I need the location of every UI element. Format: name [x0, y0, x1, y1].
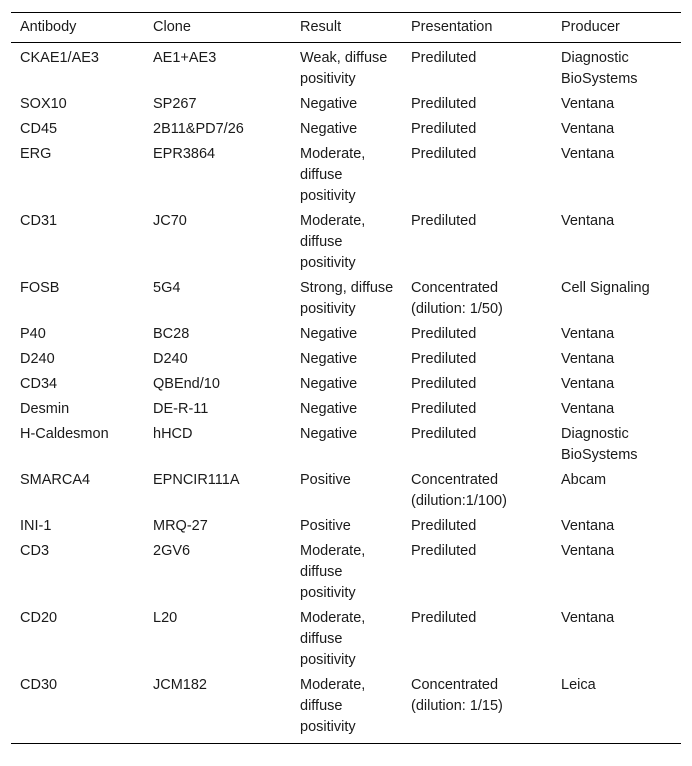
cell-result: Negative [300, 96, 358, 112]
table-row [11, 322, 681, 347]
cell-presentation: Concentrated (dilution: 1/50) [411, 280, 503, 317]
header-producer: Producer [561, 19, 620, 35]
cell-producer: Leica [561, 677, 596, 693]
cell-result: Negative [300, 376, 358, 392]
cell-clone: BC28 [153, 326, 190, 342]
table-row [11, 347, 681, 372]
cell-producer: Cell Signaling [561, 280, 650, 296]
cell-producer: Diagnostic BioSystems [561, 426, 638, 463]
cell-clone: JCM182 [153, 677, 207, 693]
table-row [11, 514, 681, 539]
cell-clone: hHCD [153, 426, 193, 442]
cell-antibody: SMARCA4 [20, 472, 91, 488]
cell-presentation: Prediluted [411, 121, 477, 137]
cell-clone: 5G4 [153, 280, 181, 296]
cell-presentation: Prediluted [411, 146, 477, 162]
cell-producer: Diagnostic BioSystems [561, 50, 638, 87]
cell-presentation: Prediluted [411, 426, 477, 442]
cell-clone: DE-R-11 [153, 401, 209, 417]
cell-presentation: Prediluted [411, 543, 477, 559]
cell-producer: Ventana [561, 351, 615, 367]
cell-antibody: CD31 [20, 213, 58, 229]
cell-result: Weak, diffuse positivity [300, 50, 388, 87]
cell-antibody: P40 [20, 326, 46, 342]
table-row [11, 43, 681, 93]
cell-clone: JC70 [153, 213, 187, 229]
cell-clone: SP267 [153, 96, 197, 112]
cell-antibody: Desmin [20, 401, 70, 417]
cell-antibody: INI-1 [20, 518, 52, 534]
cell-result: Moderate, diffuse positivity [300, 146, 366, 204]
cell-clone: 2GV6 [153, 543, 191, 559]
cell-producer: Ventana [561, 121, 615, 137]
cell-producer: Ventana [561, 610, 615, 626]
cell-result: Negative [300, 426, 358, 442]
cell-antibody: CD3 [20, 543, 50, 559]
cell-result: Positive [300, 472, 351, 488]
table-row [11, 539, 681, 606]
cell-antibody: D240 [20, 351, 55, 367]
cell-clone: EPR3864 [153, 146, 216, 162]
header-antibody: Antibody [20, 19, 77, 35]
cell-presentation: Prediluted [411, 351, 477, 367]
cell-antibody: CD34 [20, 376, 58, 392]
cell-antibody: SOX10 [20, 96, 67, 112]
cell-clone: EPNCIR111A [153, 472, 240, 488]
cell-producer: Ventana [561, 518, 615, 534]
cell-clone: AE1+AE3 [153, 50, 217, 66]
table-row [11, 606, 681, 673]
cell-clone: L20 [153, 610, 178, 626]
table-row [11, 142, 681, 209]
cell-result: Strong, diffuse positivity [300, 280, 394, 317]
header-presentation: Presentation [411, 19, 493, 35]
cell-clone: MRQ-27 [153, 518, 208, 534]
cell-presentation: Prediluted [411, 326, 477, 342]
cell-result: Negative [300, 401, 358, 417]
cell-producer: Ventana [561, 543, 615, 559]
cell-result: Negative [300, 351, 358, 367]
cell-producer: Ventana [561, 401, 615, 417]
cell-presentation: Prediluted [411, 518, 477, 534]
cell-presentation: Prediluted [411, 213, 477, 229]
cell-presentation: Prediluted [411, 376, 477, 392]
cell-result: Moderate, diffuse positivity [300, 610, 366, 668]
cell-presentation: Prediluted [411, 96, 477, 112]
cell-producer: Ventana [561, 96, 615, 112]
cell-clone: QBEnd/10 [153, 376, 220, 392]
table-row [11, 397, 681, 422]
cell-result: Positive [300, 518, 351, 534]
cell-antibody: CD45 [20, 121, 58, 137]
cell-presentation: Concentrated (dilution: 1/15) [411, 677, 503, 714]
table-row [11, 276, 681, 322]
cell-result: Moderate, diffuse positivity [300, 213, 366, 271]
table-row [11, 372, 681, 397]
header-result: Result [300, 19, 342, 35]
cell-antibody: H-Caldesmon [20, 426, 109, 442]
table-header-row [11, 13, 681, 43]
header-clone: Clone [153, 19, 191, 35]
cell-producer: Abcam [561, 472, 607, 488]
table-row [11, 422, 681, 468]
cell-antibody: FOSB [20, 280, 60, 296]
cell-clone: 2B11&PD7/26 [153, 121, 244, 137]
cell-antibody: CD20 [20, 610, 58, 626]
table-row [11, 92, 681, 117]
cell-presentation: Prediluted [411, 610, 477, 626]
table-row [11, 673, 681, 744]
cell-antibody: CD30 [20, 677, 58, 693]
cell-presentation: Concentrated (dilution:1/100) [411, 472, 507, 509]
cell-antibody: CKAE1/AE3 [20, 50, 99, 66]
cell-result: Moderate, diffuse positivity [300, 543, 366, 601]
cell-producer: Ventana [561, 213, 615, 229]
cell-result: Negative [300, 326, 358, 342]
cell-presentation: Prediluted [411, 401, 477, 417]
table-row [11, 209, 681, 276]
table-row [11, 117, 681, 142]
cell-producer: Ventana [561, 376, 615, 392]
cell-result: Negative [300, 121, 358, 137]
cell-producer: Ventana [561, 146, 615, 162]
cell-result: Moderate, diffuse positivity [300, 677, 366, 735]
cell-antibody: ERG [20, 146, 52, 162]
antibody-table [11, 12, 681, 744]
table-row [11, 468, 681, 514]
antibody-table-container [11, 12, 681, 744]
cell-clone: D240 [153, 351, 188, 367]
cell-presentation: Prediluted [411, 50, 477, 66]
cell-producer: Ventana [561, 326, 615, 342]
